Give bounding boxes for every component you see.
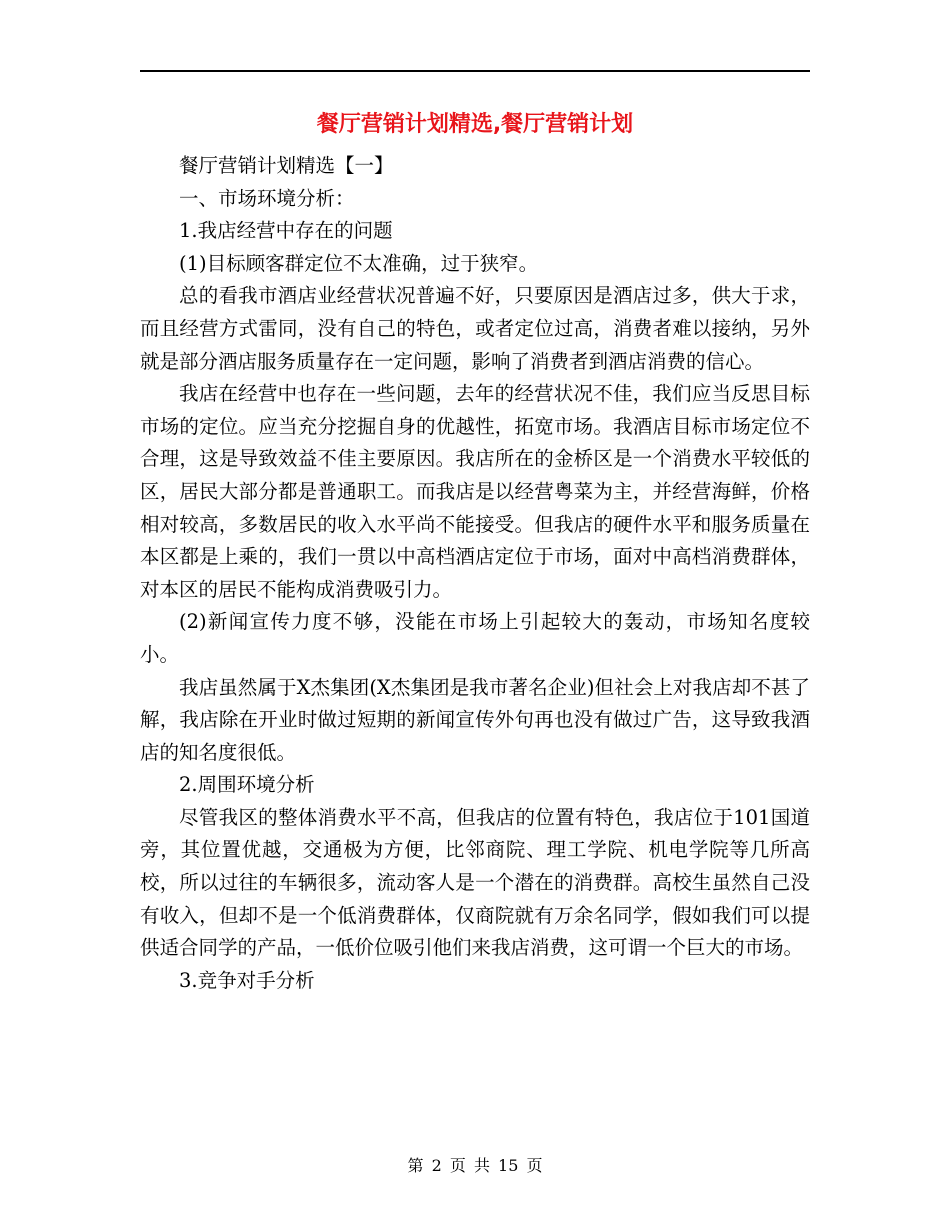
document-title: 餐厅营销计划精选,餐厅营销计划 (316, 112, 634, 137)
subsection-heading: 2.周围环境分析 (179, 773, 315, 797)
list-item: (2)新闻宣传力度不够，没能在市场上引起较大的轰动，市场知名度较小。 (140, 610, 810, 666)
subsection-heading: 1.我店经营中存在的问题 (179, 219, 393, 243)
subsection-heading: 一、市场环境分析： (179, 186, 355, 210)
subsection-heading: 3.竞争对手分析 (179, 968, 315, 992)
section-heading: 餐厅营销计划精选【一】 (179, 154, 394, 177)
body-paragraph: 尽管我区的整体消费水平不高，但我店的位置有特色，我店位于101国道旁，其位置优越，交通极为方便，比邻商院、理工学院、机电学院等几所高校，所以过往的车辆很多，流动客人是一个潜在的消费群。高校生虽然自己没有收入，但却不是一个低消费群体，仅商院就有万余名同学，假如我们可以提供适合同学的产品，一低价位吸引他们来我店消费，这可谓一个巨大的市场。 (140, 805, 810, 960)
body-paragraph: 我店在经营中也存在一些问题，去年的经营状况不佳，我们应当反思目标市场的定位。应当充分挖掘自身的优越性，拓宽市场。我酒店目标市场定位不合理，这是导致效益不佳主要原因。我店所在的金桥区是一个消费水平较低的区，居民大部分都是普通职工。而我店是以经营粤菜为主，并经营海鲜，价格相对较高，多数居民的收入水平尚不能接受。但我店的硬件水平和服务质量在本区都是上乘的，我们一贯以中高档酒店定位于市场，面对中高档消费群体，对本区的居民不能构成消费吸引力。 (140, 382, 810, 601)
document-body (140, 150, 810, 997)
header-rule (140, 70, 810, 72)
body-paragraph: 我店虽然属于X杰集团(X杰集团是我市著名企业)但社会上对我店却不甚了解，我店除在开业时做过短期的新闻宣传外句再也没有做过广告，这导致我酒店的知名度很低。 (140, 675, 810, 764)
page-number: 第 2 页 共 15 页 (407, 1156, 543, 1175)
body-paragraph: 总的看我市酒店业经营状况普遍不好，只要原因是酒店过多，供大于求，而且经营方式雷同，没有自己的特色，或者定位过高，消费者难以接纳，另外就是部分酒店服务质量存在一定问题，影响了消费者到酒店消费的信心。 (140, 284, 810, 373)
list-item: (1)目标顾客群定位不太准确，过于狭窄。 (179, 251, 539, 275)
